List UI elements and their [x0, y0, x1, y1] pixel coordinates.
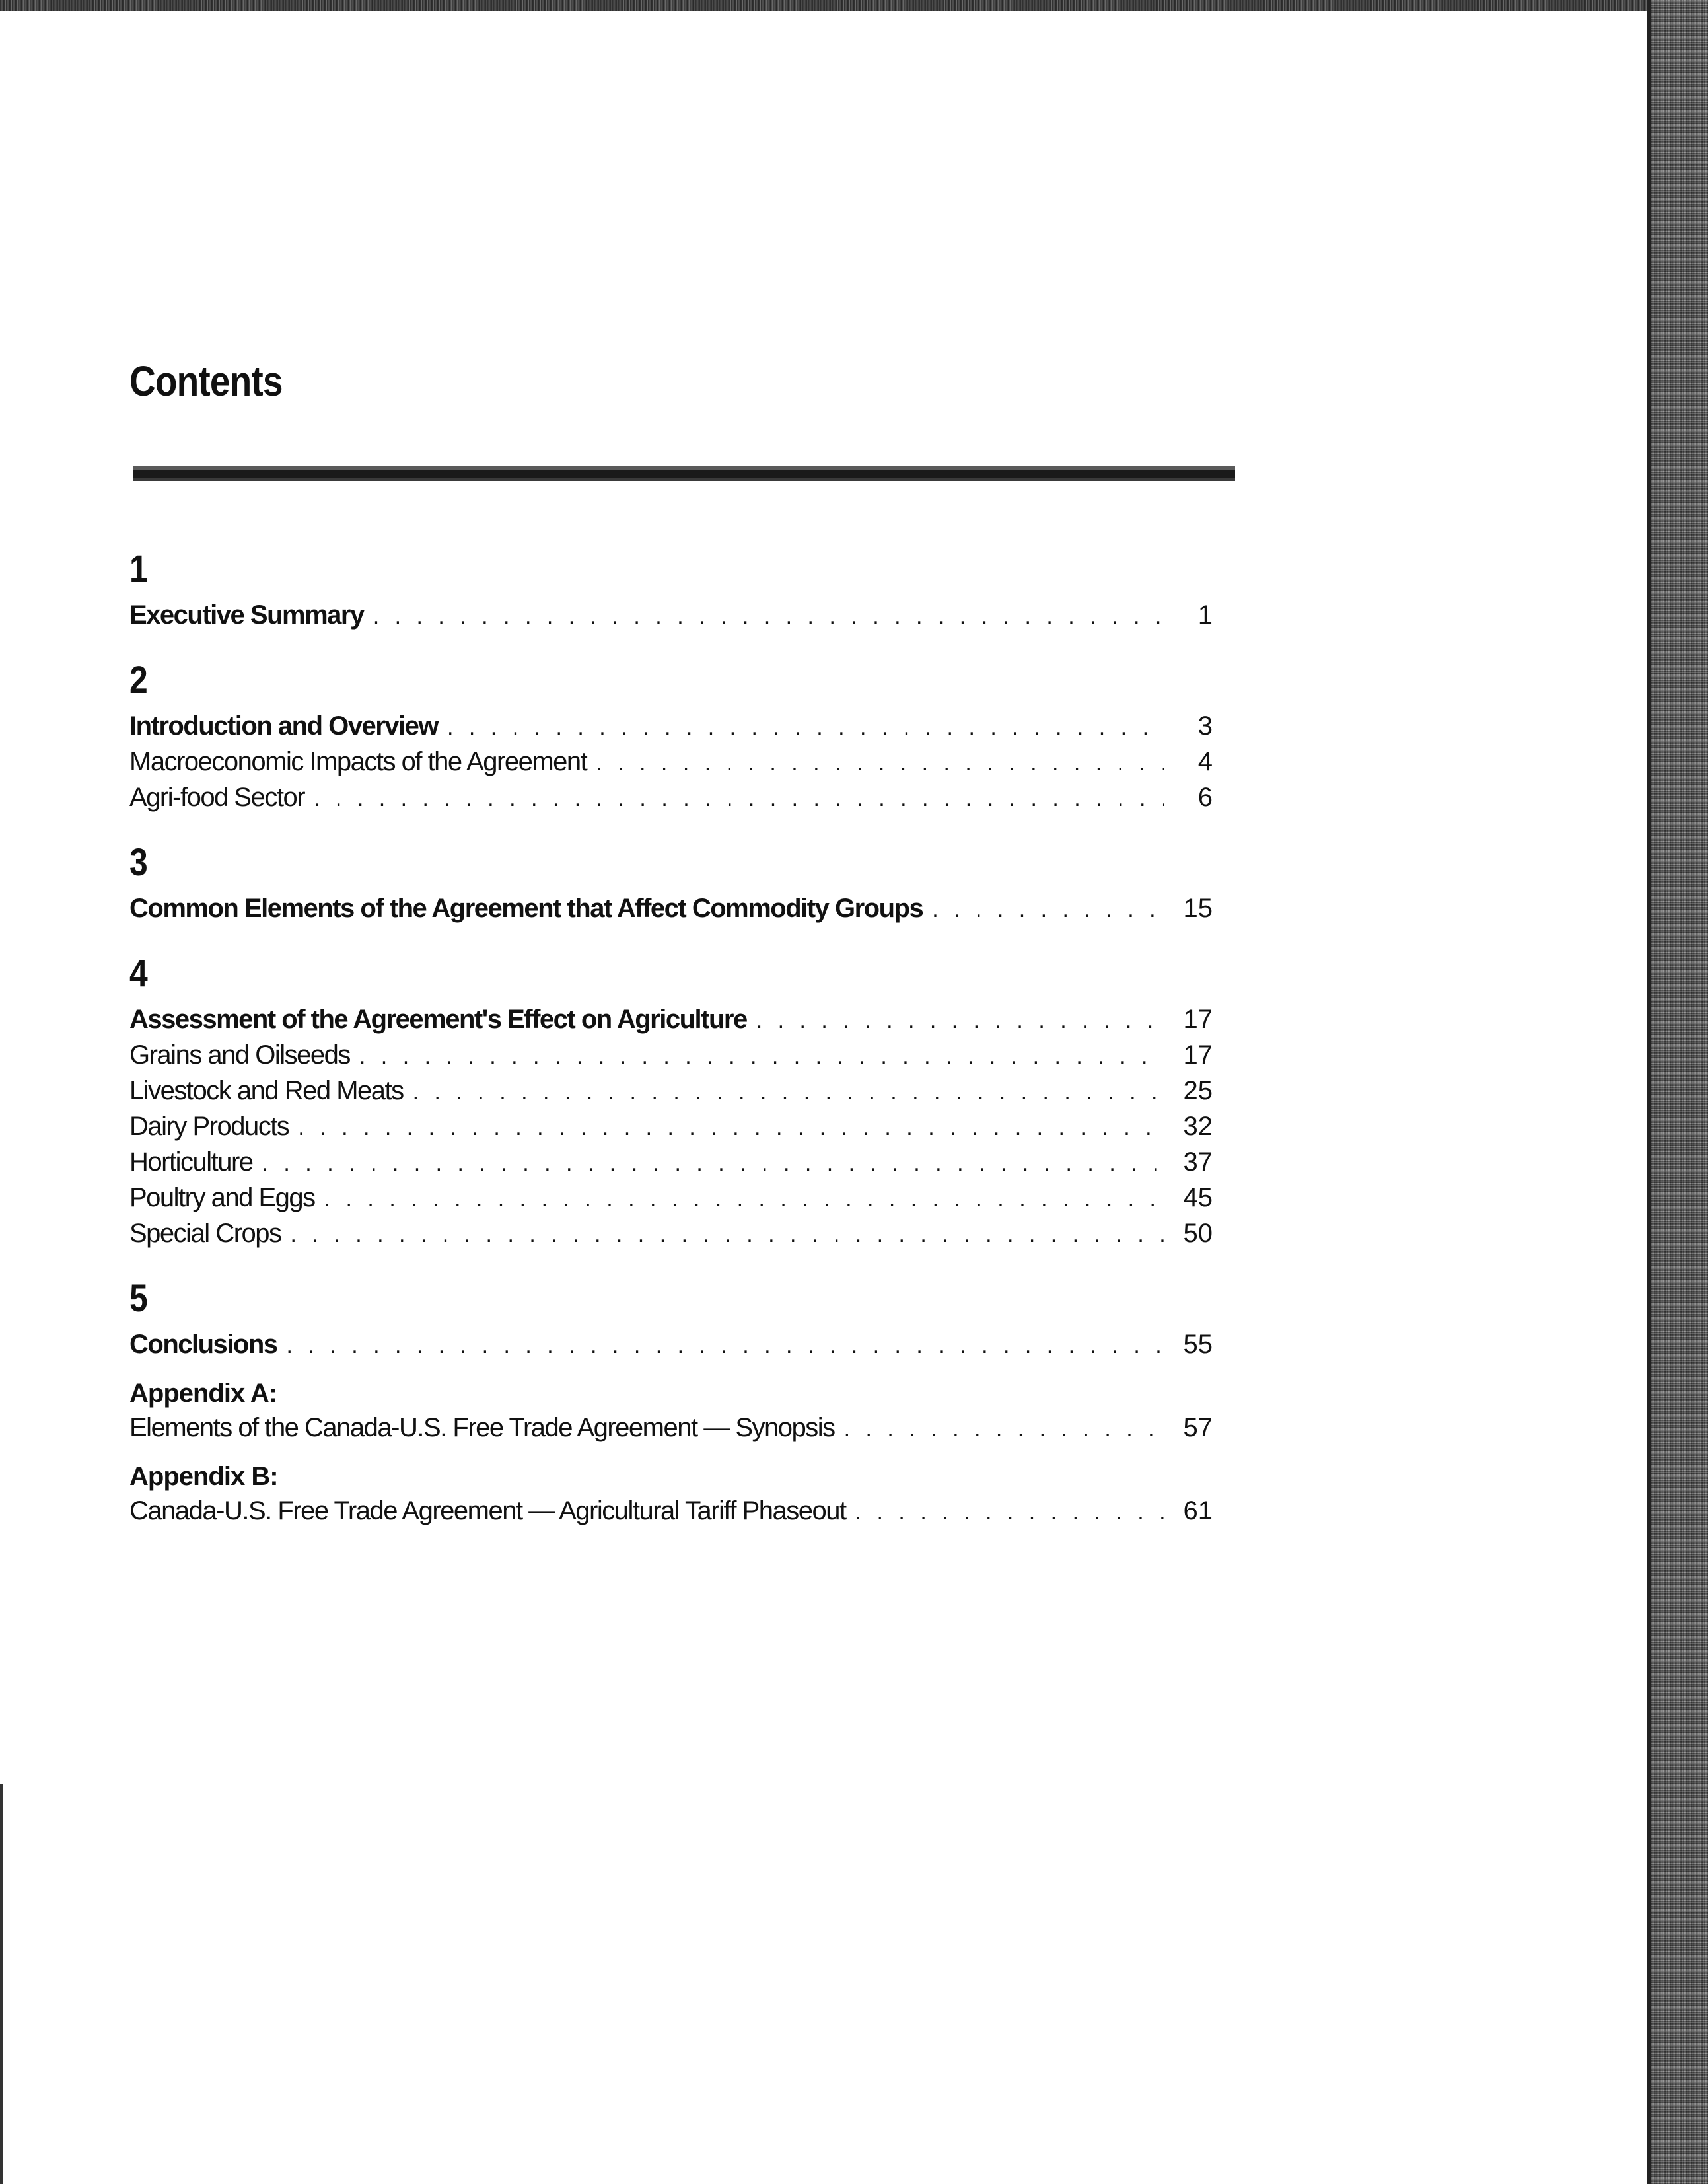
toc-entry-agri-food[interactable] — [129, 780, 1213, 815]
toc-entry-special-crops[interactable] — [129, 1216, 1213, 1251]
toc-entry-title: Assessment of the Agreement's Effect on Agriculture — [129, 1005, 747, 1034]
dot-leader — [413, 1074, 1164, 1110]
toc-entry-page: 55 — [1183, 1330, 1213, 1359]
toc-entry-livestock[interactable] — [129, 1073, 1213, 1109]
toc-entry-page: 17 — [1183, 1005, 1213, 1034]
dot-leader — [855, 1494, 1164, 1530]
toc-entry-title: Canada-U.S. Free Trade Agreement — Agricultural Tariff Phaseout — [129, 1496, 846, 1525]
toc-entry-dairy[interactable] — [129, 1109, 1213, 1144]
toc-entry-appendix-b[interactable] — [129, 1493, 1213, 1529]
scan-border-left — [0, 1784, 3, 2184]
toc-entry-assessment[interactable] — [129, 1001, 1213, 1037]
dot-leader — [291, 1217, 1164, 1253]
toc-entry-title: Executive Summary — [129, 601, 364, 630]
toc-entry-page: 57 — [1183, 1413, 1213, 1442]
dot-leader — [373, 599, 1164, 634]
dot-leader — [359, 1038, 1164, 1074]
toc-entry-appendix-a[interactable] — [129, 1410, 1213, 1445]
toc-entry-page: 15 — [1183, 894, 1213, 923]
dot-leader — [262, 1146, 1164, 1181]
dot-leader — [287, 1328, 1164, 1364]
toc-entry-page: 6 — [1197, 783, 1213, 812]
toc-entry-title: Horticulture — [129, 1147, 253, 1177]
toc-entry-page: 25 — [1183, 1076, 1213, 1105]
scan-border-right — [1651, 0, 1708, 2184]
toc-entry-title: Conclusions — [129, 1330, 277, 1359]
toc-entry-title: Introduction and Overview — [129, 711, 439, 741]
appendix-a-label: Appendix A: — [129, 1379, 277, 1408]
toc-entry-page: 1 — [1197, 601, 1213, 630]
toc-entry-title: Livestock and Red Meats — [129, 1076, 404, 1105]
toc-entry-macroeconomic[interactable] — [129, 744, 1213, 780]
dot-leader — [596, 745, 1164, 781]
toc-entry-title: Common Elements of the Agreement that Affect Commodity Groups — [129, 894, 923, 923]
toc-entry-title: Macroeconomic Impacts of the Agreement — [129, 747, 587, 776]
page-title: Contents — [129, 357, 283, 405]
toc-entry-title: Special Crops — [129, 1219, 281, 1248]
toc-entry-grains[interactable] — [129, 1037, 1213, 1073]
chapter-number: 4 — [129, 952, 148, 995]
scan-border-top — [0, 0, 1708, 11]
dot-leader — [844, 1411, 1164, 1447]
toc-entry-page: 4 — [1197, 747, 1213, 776]
toc-entry-page: 61 — [1183, 1496, 1213, 1525]
toc-entry-poultry[interactable] — [129, 1180, 1213, 1216]
chapter-number: 1 — [129, 548, 148, 591]
toc-entry-horticulture[interactable] — [129, 1144, 1213, 1180]
dot-leader — [447, 710, 1164, 745]
dot-leader — [298, 1110, 1164, 1146]
dot-leader — [932, 892, 1164, 928]
table-of-contents — [129, 542, 1213, 1529]
toc-entry-title: Agri-food Sector — [129, 783, 305, 812]
dot-leader — [756, 1003, 1164, 1038]
dot-leader — [324, 1181, 1164, 1217]
dot-leader — [314, 781, 1164, 817]
toc-entry-title: Dairy Products — [129, 1112, 289, 1141]
toc-entry-title: Poultry and Eggs — [129, 1183, 315, 1212]
toc-entry-page: 50 — [1183, 1219, 1213, 1248]
chapter-number: 2 — [129, 659, 148, 702]
appendix-b-label: Appendix B: — [129, 1462, 278, 1491]
title-rule — [133, 466, 1235, 481]
toc-entry-page: 37 — [1183, 1147, 1213, 1177]
toc-entry-page: 32 — [1183, 1112, 1213, 1141]
toc-entry-introduction[interactable] — [129, 708, 1213, 744]
toc-entry-page: 17 — [1183, 1040, 1213, 1070]
toc-entry-title: Grains and Oilseeds — [129, 1040, 350, 1070]
toc-entry-title: Elements of the Canada-U.S. Free Trade Agreement — Synopsis — [129, 1413, 835, 1442]
toc-entry-common-elements[interactable] — [129, 891, 1213, 926]
toc-entry-page: 3 — [1197, 711, 1213, 741]
chapter-number: 3 — [129, 841, 148, 884]
toc-entry-executive-summary[interactable] — [129, 597, 1213, 633]
toc-entry-page: 45 — [1183, 1183, 1213, 1212]
chapter-number: 5 — [129, 1277, 148, 1320]
toc-entry-conclusions[interactable] — [129, 1327, 1213, 1362]
